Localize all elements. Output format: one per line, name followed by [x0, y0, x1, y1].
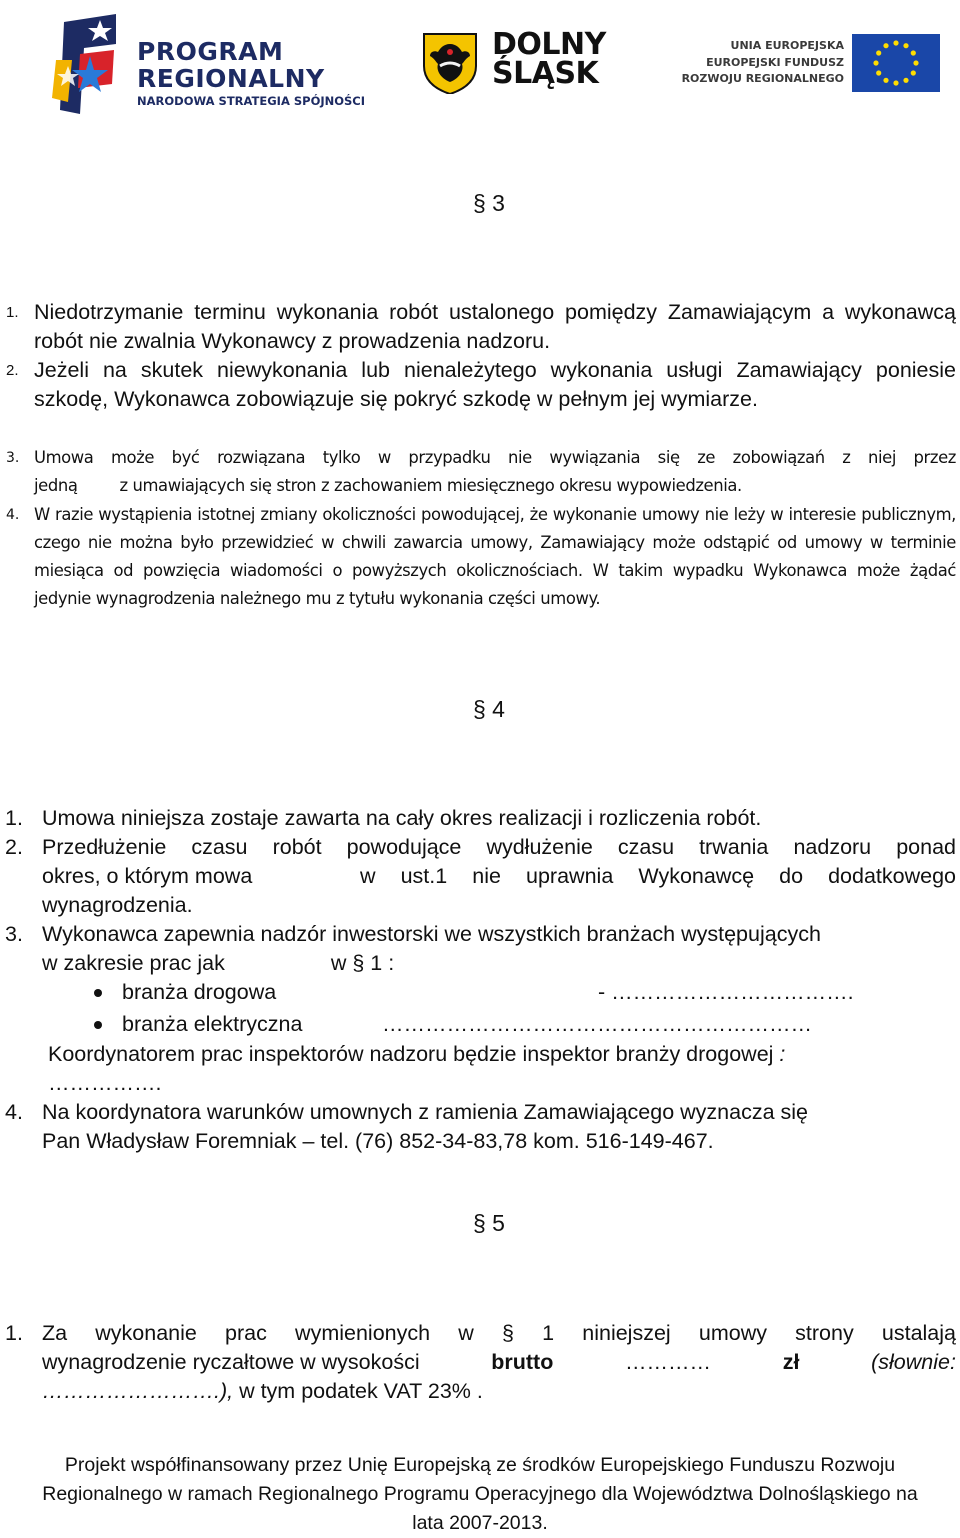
section-4-heading: § 4: [473, 696, 505, 722]
item-fragment: (słownie:: [871, 1350, 956, 1374]
trade-fill-blank: ……………………………………………………: [382, 1012, 812, 1036]
item-fragment: z umawiających się stron z zachowaniem miesięcznego okresu wypowiedzenia.: [119, 476, 742, 495]
item-text: [42, 920, 956, 978]
item-fragment: …………: [625, 1350, 712, 1374]
eu-flag-icon: [852, 34, 940, 92]
item-number: 4.: [5, 1100, 23, 1124]
item-line: wynagrodzenia.: [42, 893, 193, 917]
rozwoju-line: ROZWOJU REGIONALNEGO: [681, 72, 844, 85]
item-fragment: w zakresie prac jak: [42, 951, 225, 975]
unia-line: UNIA EUROPEJSKA: [730, 39, 844, 52]
item-line: [42, 949, 956, 978]
coordinator-fill-blank: …………….: [48, 1071, 162, 1095]
trade-fill-blank: - …………………………….: [598, 980, 854, 1004]
item-text: W razie wystąpienia istotnej zmiany okoliczności powodującej, że wykonanie umowy nie leży w interesie publicznym, czego nie można było przewidzieć w chwili zawarcia umowy, Zamawiający może odstąpić od umowy w terminie miesiąca od powzięcia wiadomości o powyższych okolicznościach. W takim wypadku Wykonawca może żądać jedynie wynagrodzenia należnego mu z tytułu wykonania części umowy.: [34, 505, 956, 608]
section-3-heading: § 3: [473, 190, 505, 216]
item-text: Niedotrzymanie terminu wykonania robót ustalonego pomiędzy Zamawiającym a wykonawcą robót nie zwalnia Wykonawcy z prowadzenia nadzoru.: [34, 300, 956, 353]
item-text: Umowa niniejsza zostaje zawarta na cały okres realizacji i rozliczenia robót.: [42, 806, 762, 830]
item-fragment: w § 1 :: [330, 951, 395, 975]
page-footer: [0, 1451, 960, 1538]
item-number: 1.: [5, 1321, 23, 1345]
coat-of-arms-icon: [422, 32, 478, 94]
item-number: 1.: [6, 304, 19, 321]
item-fragment: okres, o którym mowa: [42, 864, 253, 888]
coordinator-text: Koordynatorem prac inspektorów nadzoru będzie inspektor branży drogowej: [48, 1042, 774, 1066]
footer-line: Projekt współfinansowany przez Unię Europejską ze środków Europejskiego Funduszu Rozwoju: [64, 1454, 896, 1476]
item-number: 2.: [5, 835, 23, 859]
page-header: [0, 0, 960, 125]
item-line: [42, 1348, 956, 1377]
item-line: Pan Władysław Foremniak – tel. (76) 852-34-83,78 kom. 516-149-467.: [42, 1129, 714, 1153]
item-fragment: …………………….),: [42, 1379, 234, 1403]
item-fragment: jedną: [34, 476, 78, 495]
bullet-icon: [94, 1021, 102, 1029]
item-line: Przedłużenie czasu robót powodujące wydłużenie czasu trwania nadzoru ponad: [42, 835, 956, 859]
trade-label: branża elektryczna: [122, 1012, 303, 1036]
dolny-line: DOLNY: [492, 27, 606, 62]
item-text: [42, 1319, 956, 1406]
section-5-heading: § 5: [473, 1210, 505, 1236]
item-line: [42, 1377, 956, 1406]
item-number: 1.: [5, 806, 23, 830]
bullet-icon: [94, 989, 102, 997]
item-text: [42, 1098, 956, 1156]
item-number: 3.: [5, 922, 23, 946]
fundusz-line: EUROPEJSKI FUNDUSZ: [706, 55, 844, 69]
trade-label: branża drogowa: [122, 980, 277, 1004]
item-line: Za wykonanie prac wymienionych w § 1 niniejszej umowy strony ustalają: [42, 1321, 956, 1345]
footer-line: lata 2007-2013.: [412, 1512, 548, 1534]
item-fragment: w tym podatek VAT 23% .: [233, 1379, 483, 1403]
item-line: [34, 472, 956, 500]
coordinator-colon: :: [779, 1042, 786, 1066]
unia-europejska-logo: [680, 34, 942, 94]
program-regionalny-logo: [50, 14, 366, 114]
item-fragment: w ust.1 nie uprawnia Wykonawcę do dodatkowego: [360, 864, 956, 888]
item-line: Na koordynatora warunków umownych z ramienia Zamawiającego wyznacza się: [42, 1100, 808, 1124]
item-text: [42, 833, 956, 920]
item-line: [42, 862, 956, 891]
footer-line: Regionalnego w ramach Regionalnego Programu Operacyjnego dla Województwa Dolnośląskiego na: [42, 1483, 918, 1505]
regionalny-line: REGIONALNY: [137, 64, 325, 93]
item-fragment: wynagrodzenie ryczałtowe w wysokości: [42, 1350, 420, 1374]
program-regionalny-emblem-icon: [50, 14, 132, 114]
item-number: 3.: [6, 450, 20, 466]
item-number: 2.: [6, 362, 19, 379]
item-text: Jeżeli na skutek niewykonania lub nienależytego wykonania usługi Zamawiający poniesie szkodę, Wykonawca zobowiązuje się pokryć szkodę w pełnym jej wymiarze.: [34, 358, 956, 411]
slask-line: ŚLĄSK: [492, 56, 599, 91]
program-line: PROGRAM: [137, 37, 284, 66]
item-number: 4.: [6, 507, 20, 523]
dolny-slask-logo: [420, 28, 620, 98]
item-fragment: zł: [782, 1350, 800, 1374]
item-line: Umowa może być rozwiązana tylko w przypadku nie wywiązania się ze zobowiązań z niej przez: [34, 448, 956, 467]
item-line: Wykonawca zapewnia nadzór inwestorski we wszystkich branżach występujących: [42, 922, 821, 946]
strategia-line: NARODOWA STRATEGIA SPÓJNOŚCI: [137, 94, 366, 108]
coordinator-line: [48, 1040, 928, 1069]
item-text: [34, 444, 956, 500]
item-fragment: brutto: [491, 1350, 554, 1374]
